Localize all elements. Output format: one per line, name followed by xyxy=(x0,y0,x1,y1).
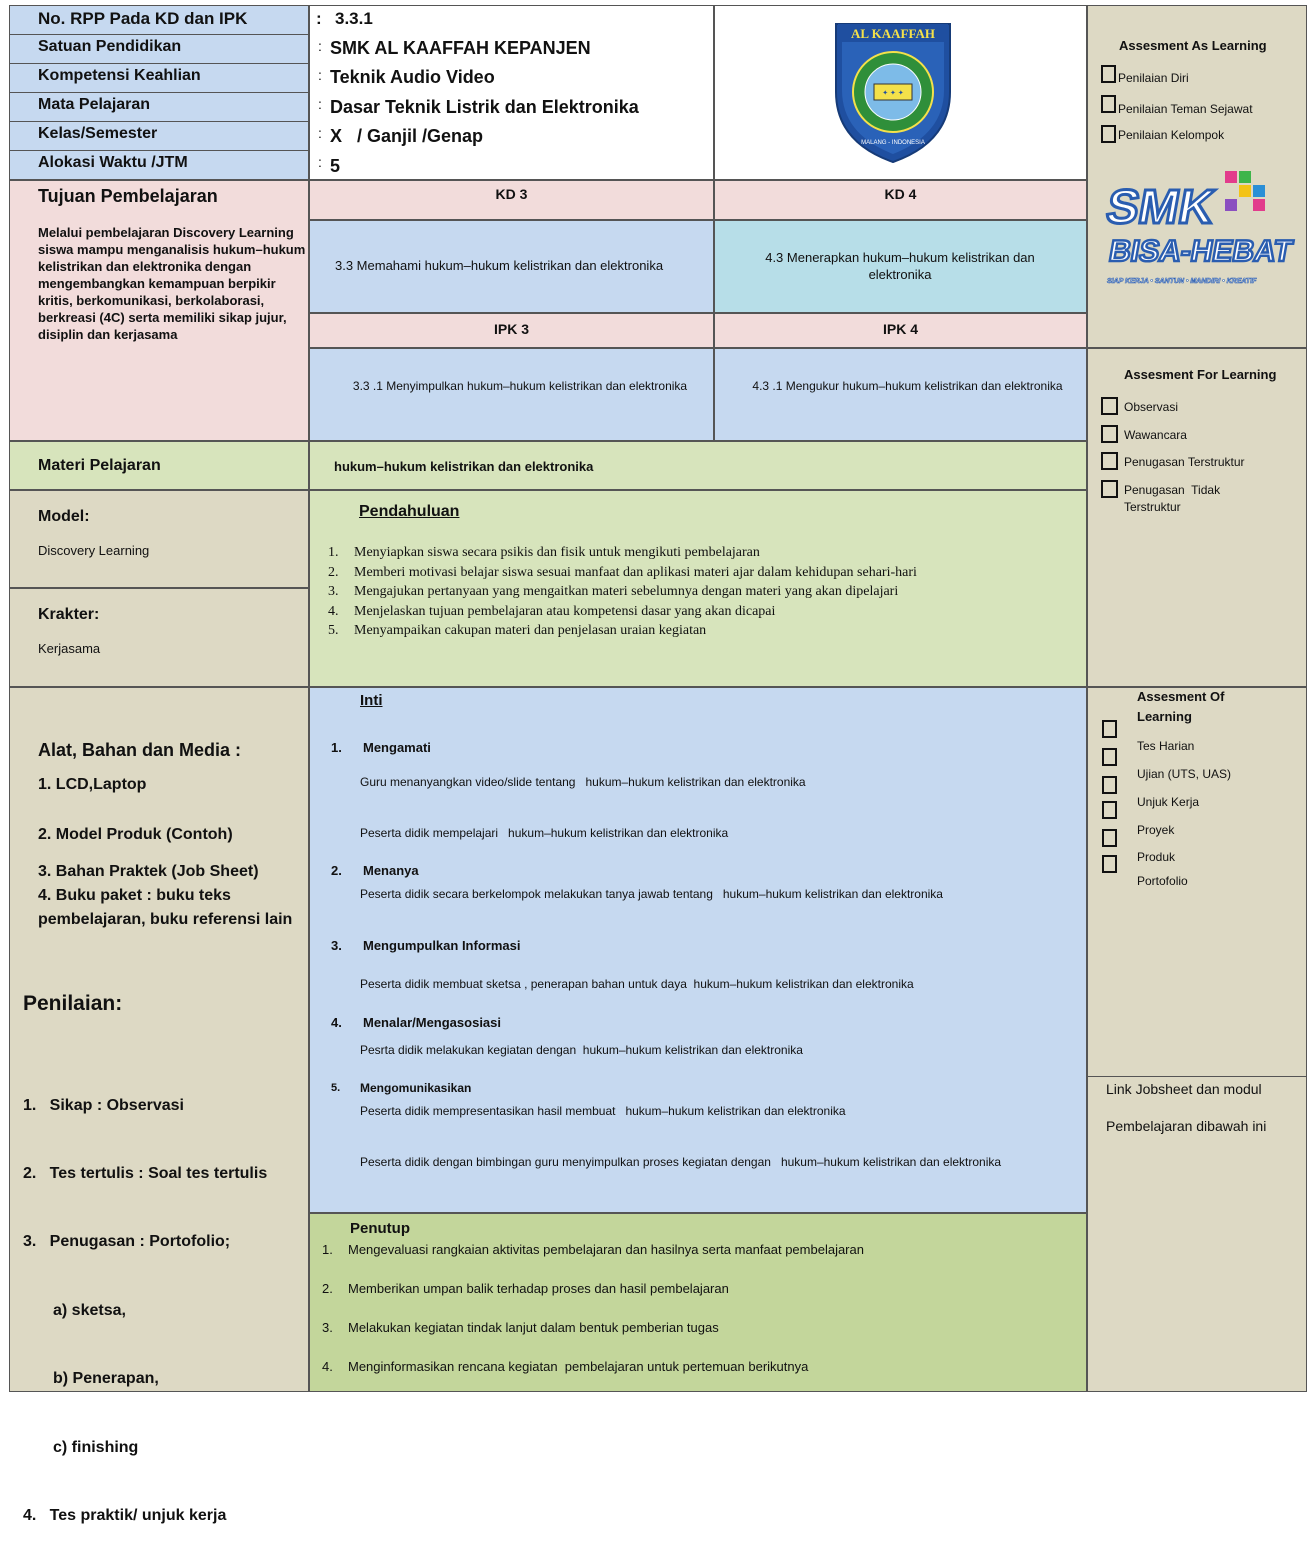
list-item: 1. Mengevaluasi rangkaian aktivitas pembelajaran dan hasilnya serta manfaat pembelajaran xyxy=(322,1242,864,1257)
step-text: Peserta didik dengan bimbingan guru menyimpulkan proses kegiatan dengan hukum–hukum kelistrikan dan elektronika xyxy=(360,1155,1002,1169)
step-title: Mengumpulkan Informasi xyxy=(363,938,521,953)
pendahuluan-list xyxy=(328,543,917,641)
checkbox-label: Portofolio xyxy=(1137,874,1188,888)
penilaian-title: Penilaian: xyxy=(23,992,123,1015)
crest-bottom: MALANG - INDONESIA xyxy=(861,140,925,146)
alat-item: pembelajaran, buku referensi lain xyxy=(38,911,293,928)
svg-text:BISA-HEBAT: BISA-HEBAT xyxy=(1106,235,1295,268)
checkbox[interactable] xyxy=(1102,720,1117,738)
link-text: Pembelajaran dibawah ini xyxy=(1106,1118,1267,1134)
ipk3-title: IPK 3 xyxy=(493,321,529,337)
checkbox[interactable] xyxy=(1101,452,1118,470)
checkbox-label: Unjuk Kerja xyxy=(1137,795,1200,809)
pendahuluan-title: Pendahuluan xyxy=(359,503,460,520)
checkbox-label: Penugasan Terstruktur xyxy=(1124,455,1245,469)
checkbox-label: Penilaian Kelompok xyxy=(1118,128,1225,142)
checkbox-label: Proyek xyxy=(1137,823,1175,837)
checkbox[interactable] xyxy=(1102,829,1117,847)
school-crest-logo xyxy=(828,14,958,166)
model-title: Model: xyxy=(38,508,90,525)
step-title: Mengamati xyxy=(363,740,431,755)
checkbox[interactable] xyxy=(1102,855,1117,873)
divider xyxy=(1087,1076,1307,1077)
header-label: Alokasi Waktu /JTM xyxy=(38,154,188,171)
list-item: 1. Sikap : Observasi xyxy=(23,1096,184,1114)
header-colon: : xyxy=(318,154,322,170)
list-item: 5. Menyampaikan cakupan materi dan penjelasan uraian kegiatan xyxy=(328,623,707,638)
header-label: No. RPP Pada KD dan IPK xyxy=(38,9,248,28)
list-item: a) sketsa, xyxy=(53,1301,126,1319)
checkbox-label: Penilaian Teman Sejawat xyxy=(1118,102,1253,116)
model-cell xyxy=(9,490,309,588)
checkbox-label: Penilaian Diri xyxy=(1118,71,1189,85)
list-item: 4. Menginformasikan rencana kegiatan pembelajaran untuk pertemuan berikutnya xyxy=(322,1359,809,1374)
checkbox-label: Ujian (UTS, UAS) xyxy=(1137,767,1232,781)
step-number: 2. xyxy=(331,863,342,878)
ipk3-text: 3.3 .1 Menyimpulkan hukum–hukum kelistrikan dan elektronika xyxy=(352,379,688,393)
checkbox-label: Penugasan Tidak xyxy=(1124,483,1221,497)
subject: Dasar Teknik Listrik dan Elektronika xyxy=(330,97,639,117)
step-text: Peserta didik membuat sketsa , penerapan bahan untuk daya hukum–hukum kelistrikan dan elektronika xyxy=(360,977,914,991)
tujuan-title: Tujuan Pembelajaran xyxy=(38,186,218,206)
step-number: 5. xyxy=(331,1082,341,1094)
ipk4-title: IPK 4 xyxy=(882,321,918,337)
step-text: Guru menanyangkan video/slide tentang hukum–hukum kelistrikan dan elektronika xyxy=(360,775,806,789)
kd4-text: 4.3 Menerapkan hukum–hukum kelistrikan dan elektronika xyxy=(765,250,1035,282)
crest-title: AL KAAFFAH xyxy=(851,26,935,41)
model-value: Discovery Learning xyxy=(38,543,150,558)
list-item: 3. Mengajukan pertanyaan yang mengaitkan materi sebelumnya dengan materi yang akan dipelajari xyxy=(328,584,899,599)
of-learning-title: Learning xyxy=(1137,709,1192,724)
of-learning-title: Assesment Of xyxy=(1137,689,1225,704)
step-title: Menalar/Mengasosiasi xyxy=(363,1015,501,1030)
time-allocation: 5 xyxy=(330,156,341,176)
checkbox-label: Produk xyxy=(1137,850,1176,864)
kd4-title: KD 4 xyxy=(884,186,917,202)
class-semester: X / Ganjil /Genap xyxy=(330,126,484,146)
checkbox-label: Wawancara xyxy=(1124,428,1187,442)
assessment-for-learning-cell xyxy=(1087,348,1307,687)
checkbox[interactable] xyxy=(1101,125,1116,143)
checkbox-label: Terstruktur xyxy=(1124,500,1181,514)
list-item: 2. Memberikan umpan balik terhadap proses dan hasil pembelajaran xyxy=(322,1281,729,1296)
list-item: 3. Penugasan : Portofolio; xyxy=(23,1233,231,1251)
alat-item: 2. Model Produk (Contoh) xyxy=(38,826,233,843)
header-values xyxy=(309,5,714,180)
checkbox[interactable] xyxy=(1102,801,1117,819)
checkbox-label: Tes Harian xyxy=(1137,739,1195,753)
checkbox[interactable] xyxy=(1101,95,1116,113)
step-text: Peserta didik mempresentasikan hasil membuat hukum–hukum kelistrikan dan elektronika xyxy=(360,1104,846,1118)
alat-title: Alat, Bahan dan Media : xyxy=(38,740,242,760)
school-name: SMK AL KAAFFAH KEPANJEN xyxy=(330,38,591,58)
list-item: 4. Tes praktik/ unjuk kerja xyxy=(23,1506,227,1524)
header-colon: : xyxy=(318,125,322,141)
list-item: 4. Menjelaskan tujuan pembelajaran atau kompetensi dasar yang akan dicapai xyxy=(328,603,776,619)
list-item: 3. Melakukan kegiatan tindak lanjut dalam bentuk pemberian tugas xyxy=(322,1320,719,1335)
alat-item: 3. Bahan Praktek (Job Sheet) xyxy=(38,863,259,880)
checkbox[interactable] xyxy=(1101,397,1118,415)
svg-text:SIAP KERJA • SANTUN • MANDIRI: SIAP KERJA • SANTUN • MANDIRI • KREATIF xyxy=(1107,278,1257,285)
rpp-number: 3.3.1 xyxy=(335,9,373,28)
checkbox[interactable] xyxy=(1101,65,1116,83)
header-label: Kompetensi Keahlian xyxy=(38,67,201,84)
header-label: Satuan Pendidikan xyxy=(38,38,182,55)
list-item: 1. Menyiapkan siswa secara psikis dan fisik untuk mengikuti pembelajaran xyxy=(328,545,760,560)
header-colon: : xyxy=(318,67,322,83)
checkbox[interactable] xyxy=(1101,425,1118,443)
karakter-value: Kerjasama xyxy=(38,641,101,656)
kd3-title: KD 3 xyxy=(495,186,528,202)
kd3-text: 3.3 Memahami hukum–hukum kelistrikan dan elektronika xyxy=(335,258,664,273)
checkbox[interactable] xyxy=(1101,480,1118,498)
inti-title: Inti xyxy=(360,692,383,709)
penutup-title: Penutup xyxy=(350,1220,410,1237)
as-learning-title: Assesment As Learning xyxy=(1119,38,1267,53)
header-colon: : xyxy=(318,38,322,54)
alat-item: 1. LCD,Laptop xyxy=(38,776,147,793)
step-text: Peserta didik secara berkelompok melakukan tanya jawab tentang hukum–hukum kelistrikan dan elektronika xyxy=(360,887,943,901)
step-number: 3. xyxy=(331,938,342,953)
header-colon: : xyxy=(318,96,322,112)
list-item: 2. Tes tertulis : Soal tes tertulis xyxy=(23,1164,268,1182)
competency: Teknik Audio Video xyxy=(330,67,495,87)
list-item: c) finishing xyxy=(53,1438,139,1456)
penilaian-list xyxy=(23,1049,267,1551)
materi-label: Materi Pelajaran xyxy=(38,457,161,474)
header-label: Kelas/Semester xyxy=(38,125,158,142)
smk-bisa-hebat-logo xyxy=(1097,163,1302,291)
list-item: b) Penerapan, xyxy=(53,1370,159,1388)
checkbox-label: Observasi xyxy=(1124,400,1179,414)
karakter-cell xyxy=(9,588,309,687)
header-label: Mata Pelajaran xyxy=(38,96,151,113)
svg-text:SMK: SMK xyxy=(1102,180,1219,234)
step-text: Peserta didik mempelajari hukum–hukum kelistrikan dan elektronika xyxy=(360,826,729,840)
checkbox[interactable] xyxy=(1102,776,1117,794)
step-number: 1. xyxy=(331,740,342,755)
step-text: Pesrta didik melakukan kegiatan dengan hukum–hukum kelistrikan dan elektronika xyxy=(360,1043,803,1057)
alat-item: 4. Buku paket : buku teks xyxy=(38,887,231,904)
checkbox[interactable] xyxy=(1102,748,1117,766)
step-number: 4. xyxy=(331,1015,342,1030)
materi-value: hukum–hukum kelistrikan dan elektronika xyxy=(334,459,594,474)
karakter-title: Krakter: xyxy=(38,606,100,623)
ipk4-text: 4.3 .1 Mengukur hukum–hukum kelistrikan dan elektronika xyxy=(752,379,1063,393)
assessment-of-learning-cell xyxy=(1087,687,1307,1392)
step-title: Menanya xyxy=(363,863,419,878)
tujuan-body: Melalui pembelajaran Discovery Learning siswa mampu menganalisis hukum–hukum kelistrikan dan elektronika dengan mengembangkan kemampuan berpikir kritis, berkomunikasi, berkolaborasi, berkreasi (4C) serta memiliki sikap jujur, disiplin dan kerjasama xyxy=(38,225,306,342)
step-title: Mengomunikasikan xyxy=(360,1081,472,1095)
list-item: 2. Memberi motivasi belajar siswa sesuai manfaat dan aplikasi materi ajar dalam kehidupan sehari-hari xyxy=(328,564,917,580)
for-learning-title: Assesment For Learning xyxy=(1124,367,1277,382)
header-colon: : xyxy=(316,9,322,28)
svg-text:✦ ✦ ✦: ✦ ✦ ✦ xyxy=(882,90,904,97)
link-text: Link Jobsheet dan modul xyxy=(1106,1081,1262,1097)
